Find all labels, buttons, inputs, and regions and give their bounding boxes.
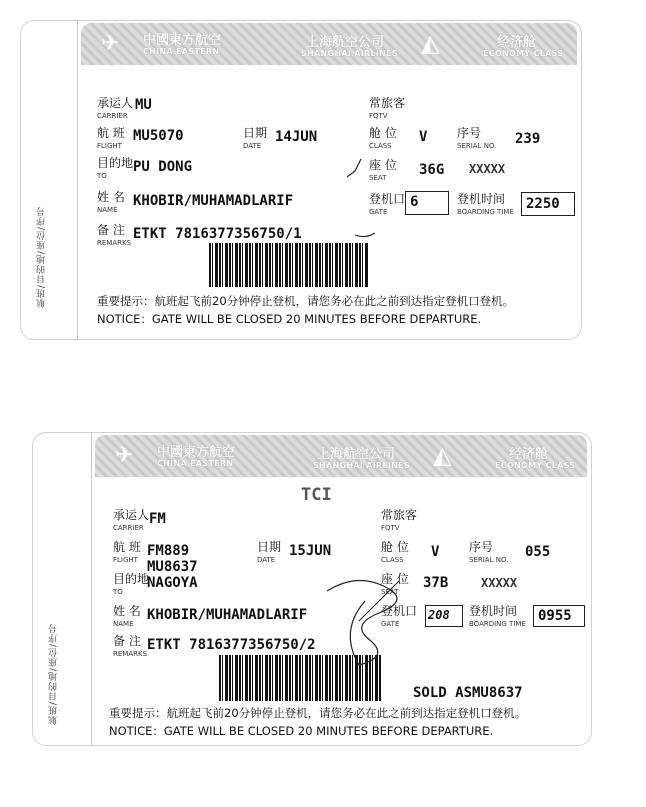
date-value: 14JUN — [275, 129, 318, 145]
carrier-value: FM — [149, 511, 166, 527]
partner-name-cn: 上海航空公司 — [317, 447, 396, 462]
airline-name-en: CHINA EASTERN — [157, 459, 234, 468]
partner-name-en: SHANGHAI AIRLINES — [313, 461, 410, 470]
date-label: 日期 — [257, 540, 282, 554]
boarding-time-label: 登机时间 — [457, 192, 506, 206]
serial-label: 序号 — [457, 126, 482, 140]
boarding-time-box — [521, 192, 575, 216]
flight-value: FM889 — [147, 543, 190, 559]
name-label: 姓 名 — [113, 604, 141, 618]
class-name-en: ECONOMY CLASS — [495, 461, 576, 470]
serial-label-en: SERIAL NO. — [457, 142, 497, 150]
seat-value: 37B — [423, 575, 449, 591]
airline-banner — [95, 435, 587, 477]
tci-stamp: TCI — [301, 485, 332, 505]
seat-mark: XXXXX — [469, 162, 506, 176]
boarding-time-value: 2250 — [526, 196, 560, 212]
gate-box — [425, 605, 463, 627]
shanghai-airlines-logo-icon: ◭ — [433, 441, 452, 469]
seat-mark: XXXXX — [481, 576, 518, 590]
class-name-cn: 经济舱 — [497, 35, 537, 50]
notice-en: NOTICE：GATE WILL BE CLOSED 20 MINUTES BEFORE DEPARTURE. — [97, 312, 482, 326]
fqtv-label-en: FQTV — [381, 524, 400, 532]
gate-label: 登机口 — [381, 604, 418, 618]
class-value: V — [419, 129, 428, 145]
gate-label-en: GATE — [381, 620, 400, 628]
destination-value: NAGOYA — [147, 575, 198, 591]
handwritten-mark — [341, 151, 381, 251]
china-eastern-logo-icon: ✈ — [101, 31, 120, 56]
boarding-time-box — [533, 605, 585, 627]
flight-label: 航 班 — [97, 126, 125, 140]
gate-value: 6 — [410, 194, 419, 210]
passenger-name: KHOBIR/MUHAMADLARIF — [147, 607, 308, 623]
boarding-time-label-en: BOARDING TIME — [469, 620, 526, 628]
serial-value: 239 — [515, 131, 541, 147]
destination-label-en: TO — [113, 588, 123, 596]
remarks-value: ETKT 7816377356750/1 — [133, 226, 302, 242]
seat-label-en: SEAT — [369, 174, 387, 182]
destination-label-en: TO — [97, 172, 107, 180]
name-label-en: NAME — [97, 206, 118, 214]
name-label-en: NAME — [113, 620, 134, 628]
passenger-name: KHOBIR/MUHAMADLARIF — [133, 193, 294, 209]
carrier-label-en: CARRIER — [97, 112, 128, 120]
class-name-cn: 经济舱 — [509, 447, 549, 462]
flight-value: MU5070 — [133, 128, 184, 144]
boarding-time-label-en: BOARDING TIME — [457, 208, 514, 216]
stub-label: 航班/目的地/座位/序号 — [49, 623, 59, 726]
seat-value: 36G — [419, 162, 445, 178]
notice-cn: 重要提示：航班起飞前20分钟停止登机，请您务必在此之前到达指定登机口登机。 — [97, 294, 515, 308]
class-name-en: ECONOMY CLASS — [483, 49, 564, 58]
date-label: 日期 — [243, 126, 268, 140]
gate-label-en: GATE — [369, 208, 388, 216]
class-label-en: CLASS — [381, 556, 404, 564]
flight-label: 航 班 — [113, 540, 141, 554]
date-label-en: DATE — [243, 142, 262, 150]
seat-label: 座 位 — [381, 572, 409, 586]
carrier-label-en: CARRIER — [113, 524, 144, 532]
class-label: 舱 位 — [381, 540, 409, 554]
sold-note: SOLD ASMU8637 — [413, 685, 523, 701]
notice-en: NOTICE：GATE WILL BE CLOSED 20 MINUTES BEFORE DEPARTURE. — [109, 724, 494, 738]
stub-label: 航班/目的地/座位/序号 — [37, 206, 47, 309]
fqtv-label: 常旅客 — [381, 508, 418, 522]
airline-name-cn: 中國東方航空 — [143, 33, 222, 48]
serial-label: 序号 — [469, 540, 494, 554]
notice-cn: 重要提示：航班起飞前20分钟停止登机，请您务必在此之前到达指定登机口登机。 — [109, 706, 527, 720]
fqtv-label: 常旅客 — [369, 96, 406, 110]
class-value: V — [431, 544, 440, 560]
stub-divider — [91, 433, 92, 745]
partner-name-cn: 上海航空公司 — [306, 35, 385, 50]
airline-name-cn: 中國東方航空 — [157, 445, 236, 460]
boarding-pass-1 — [20, 20, 582, 340]
boarding-time-label: 登机时间 — [469, 604, 518, 618]
remarks-label: 备 注 — [113, 634, 141, 648]
china-eastern-logo-icon: ✈ — [115, 443, 134, 468]
signature-scribble — [319, 561, 429, 671]
gate-label: 登机口 — [369, 192, 406, 206]
serial-label-en: SERIAL NO. — [469, 556, 509, 564]
remarks-label-en: REMARKS — [113, 650, 148, 658]
remarks-label-en: REMARKS — [97, 239, 132, 247]
gate-box — [405, 191, 449, 215]
class-label: 舱 位 — [369, 126, 397, 140]
name-label: 姓 名 — [97, 190, 125, 204]
flight-label-en: FLIGHT — [97, 142, 122, 150]
boarding-pass-2 — [32, 432, 592, 746]
shanghai-airlines-logo-icon: ◭ — [421, 29, 440, 57]
partner-name-en: SHANGHAI AIRLINES — [301, 49, 398, 58]
carrier-value: MU — [135, 97, 152, 113]
destination-label: 目的地 — [113, 572, 150, 586]
class-label-en: CLASS — [369, 142, 392, 150]
remarks-label: 备 注 — [97, 223, 125, 237]
carrier-label: 承运人 — [113, 508, 150, 522]
flight-value-2: MU8637 — [147, 559, 198, 575]
airline-banner — [81, 23, 577, 65]
boarding-time-value: 0955 — [538, 608, 572, 624]
gate-value: 208 — [428, 608, 450, 622]
destination-label: 目的地 — [97, 156, 134, 170]
carrier-label: 承运人 — [97, 96, 134, 110]
fqtv-label-en: FQTV — [369, 112, 388, 120]
seat-label-en: SEAT — [381, 588, 399, 596]
remarks-value: ETKT 7816377356750/2 — [147, 637, 316, 653]
flight-label-en: FLIGHT — [113, 556, 138, 564]
date-label-en: DATE — [257, 556, 276, 564]
destination-value: PU DONG — [133, 159, 193, 175]
seat-label: 座 位 — [369, 158, 397, 172]
stub-divider — [77, 21, 78, 339]
serial-value: 055 — [525, 544, 551, 560]
date-value: 15JUN — [289, 543, 332, 559]
airline-name-en: CHINA EASTERN — [143, 47, 220, 56]
